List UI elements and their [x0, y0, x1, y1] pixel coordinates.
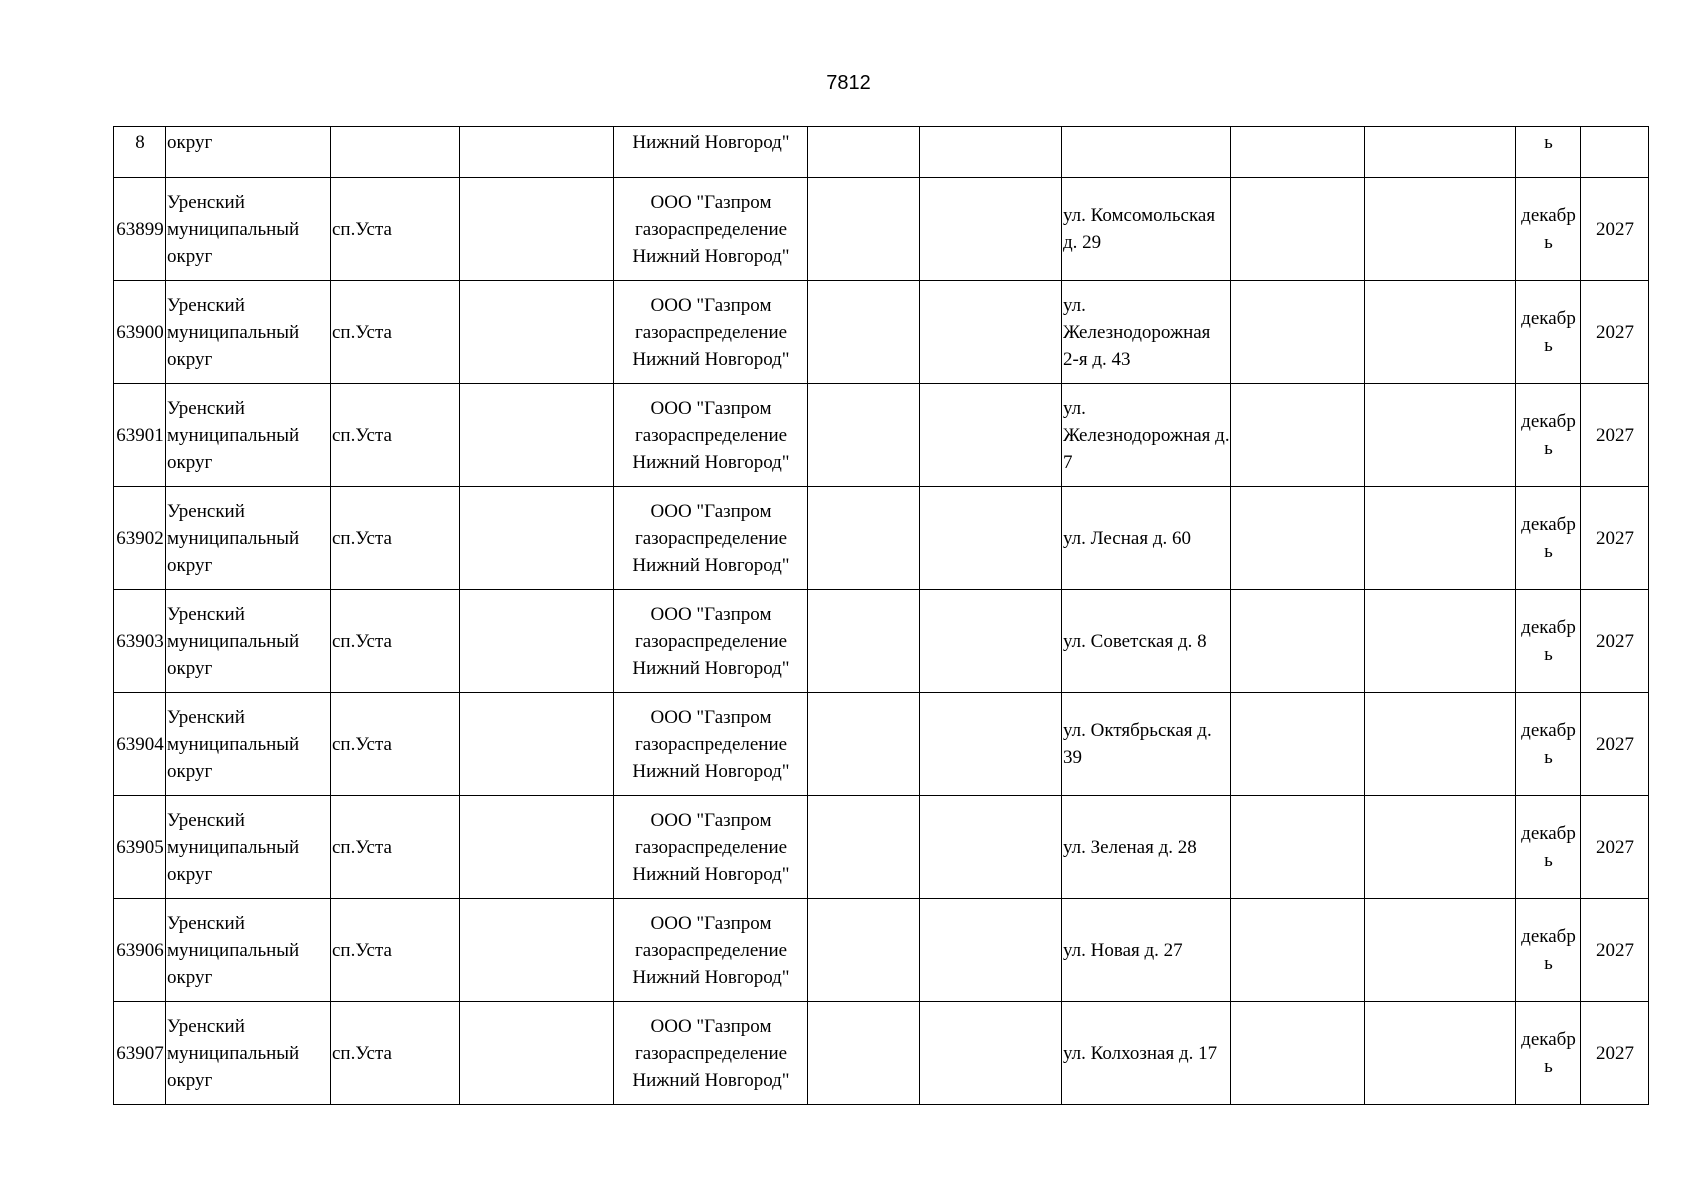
- address-cell: [1062, 127, 1231, 178]
- empty-cell: [920, 590, 1062, 693]
- data-table: [113, 126, 1649, 1105]
- empty-cell: [460, 899, 614, 1002]
- year-cell: 2027: [1581, 487, 1649, 590]
- empty-cell: [1365, 899, 1516, 1002]
- year-cell: 2027: [1581, 178, 1649, 281]
- year-cell: 2027: [1581, 384, 1649, 487]
- empty-cell: [808, 796, 920, 899]
- address-cell: ул. Октябрьская д. 39: [1062, 693, 1231, 796]
- address-cell: ул. Новая д. 27: [1062, 899, 1231, 1002]
- empty-cell: [808, 384, 920, 487]
- address-cell: ул. Комсомольская д. 29: [1062, 178, 1231, 281]
- district-cell: Уренский муниципальный округ: [166, 796, 331, 899]
- row-number-cell: 63902: [114, 487, 166, 590]
- empty-cell: [1365, 384, 1516, 487]
- organization-cell: ООО "Газпром газораспределение Нижний Новгород": [614, 384, 808, 487]
- empty-cell: [808, 281, 920, 384]
- row-number-cell: 63906: [114, 899, 166, 1002]
- month-cell: декабрь: [1516, 281, 1581, 384]
- district-cell: Уренский муниципальный округ: [166, 899, 331, 1002]
- settlement-cell: [331, 127, 460, 178]
- empty-cell: [460, 590, 614, 693]
- empty-cell: [808, 1002, 920, 1105]
- empty-cell: [1231, 127, 1365, 178]
- district-cell: Уренский муниципальный округ: [166, 384, 331, 487]
- empty-cell: [808, 127, 920, 178]
- month-cell: декабрь: [1516, 693, 1581, 796]
- address-cell: ул. Колхозная д. 17: [1062, 1002, 1231, 1105]
- empty-cell: [808, 590, 920, 693]
- empty-cell: [1231, 1002, 1365, 1105]
- empty-cell: [460, 1002, 614, 1105]
- empty-cell: [1365, 281, 1516, 384]
- organization-cell: ООО "Газпром газораспределение Нижний Новгород": [614, 899, 808, 1002]
- year-cell: 2027: [1581, 281, 1649, 384]
- empty-cell: [808, 899, 920, 1002]
- year-cell: 2027: [1581, 899, 1649, 1002]
- table-row: [114, 693, 1649, 796]
- year-cell: [1581, 127, 1649, 178]
- organization-cell: ООО "Газпром газораспределение Нижний Новгород": [614, 281, 808, 384]
- empty-cell: [1365, 1002, 1516, 1105]
- month-cell: декабрь: [1516, 384, 1581, 487]
- empty-cell: [808, 178, 920, 281]
- district-cell: Уренский муниципальный округ: [166, 590, 331, 693]
- empty-cell: [1365, 178, 1516, 281]
- table-row: [114, 899, 1649, 1002]
- table-row: [114, 796, 1649, 899]
- empty-cell: [460, 796, 614, 899]
- row-number-cell: 63903: [114, 590, 166, 693]
- organization-cell: ООО "Газпром газораспределение Нижний Новгород": [614, 178, 808, 281]
- row-number-cell: 8: [114, 127, 166, 178]
- month-cell: декабрь: [1516, 796, 1581, 899]
- year-cell: 2027: [1581, 590, 1649, 693]
- settlement-cell: сп.Уста: [331, 487, 460, 590]
- empty-cell: [920, 796, 1062, 899]
- row-number-cell: 63905: [114, 796, 166, 899]
- organization-cell: ООО "Газпром газораспределение Нижний Новгород": [614, 487, 808, 590]
- empty-cell: [920, 178, 1062, 281]
- empty-cell: [1231, 178, 1365, 281]
- table-row: [114, 590, 1649, 693]
- organization-cell: ООО "Газпром газораспределение Нижний Новгород": [614, 796, 808, 899]
- empty-cell: [1231, 796, 1365, 899]
- address-cell: ул. Зеленая д. 28: [1062, 796, 1231, 899]
- empty-cell: [920, 384, 1062, 487]
- row-number-cell: 63904: [114, 693, 166, 796]
- month-cell: декабрь: [1516, 1002, 1581, 1105]
- row-number-cell: 63900: [114, 281, 166, 384]
- empty-cell: [920, 127, 1062, 178]
- address-cell: ул. Лесная д. 60: [1062, 487, 1231, 590]
- settlement-cell: сп.Уста: [331, 693, 460, 796]
- table-row: [114, 281, 1649, 384]
- empty-cell: [920, 281, 1062, 384]
- empty-cell: [460, 281, 614, 384]
- empty-cell: [1231, 693, 1365, 796]
- month-cell: декабрь: [1516, 487, 1581, 590]
- empty-cell: [1365, 487, 1516, 590]
- district-cell: Уренский муниципальный округ: [166, 281, 331, 384]
- empty-cell: [460, 693, 614, 796]
- empty-cell: [1231, 899, 1365, 1002]
- empty-cell: [920, 899, 1062, 1002]
- empty-cell: [1365, 127, 1516, 178]
- month-cell: декабрь: [1516, 590, 1581, 693]
- year-cell: 2027: [1581, 796, 1649, 899]
- page-number: 7812: [826, 72, 871, 94]
- empty-cell: [1231, 384, 1365, 487]
- month-cell: ь: [1516, 127, 1581, 178]
- empty-cell: [1231, 487, 1365, 590]
- row-number-cell: 63901: [114, 384, 166, 487]
- district-cell: округ: [166, 127, 331, 178]
- empty-cell: [460, 487, 614, 590]
- settlement-cell: сп.Уста: [331, 590, 460, 693]
- empty-cell: [460, 127, 614, 178]
- year-cell: 2027: [1581, 693, 1649, 796]
- table-row: [114, 384, 1649, 487]
- empty-cell: [1365, 590, 1516, 693]
- empty-cell: [460, 178, 614, 281]
- year-cell: 2027: [1581, 1002, 1649, 1105]
- organization-cell: ООО "Газпром газораспределение Нижний Новгород": [614, 1002, 808, 1105]
- district-cell: Уренский муниципальный округ: [166, 1002, 331, 1105]
- empty-cell: [1365, 796, 1516, 899]
- empty-cell: [808, 487, 920, 590]
- district-cell: Уренский муниципальный округ: [166, 178, 331, 281]
- settlement-cell: сп.Уста: [331, 1002, 460, 1105]
- row-number-cell: 63907: [114, 1002, 166, 1105]
- empty-cell: [920, 693, 1062, 796]
- row-number-cell: 63899: [114, 178, 166, 281]
- address-cell: ул. Железнодорожная д. 7: [1062, 384, 1231, 487]
- settlement-cell: сп.Уста: [331, 899, 460, 1002]
- empty-cell: [920, 487, 1062, 590]
- table-row: [114, 178, 1649, 281]
- table-row: [114, 1002, 1649, 1105]
- table-row: [114, 127, 1649, 178]
- organization-cell: ООО "Газпром газораспределение Нижний Новгород": [614, 693, 808, 796]
- settlement-cell: сп.Уста: [331, 281, 460, 384]
- address-cell: ул. Советская д. 8: [1062, 590, 1231, 693]
- settlement-cell: сп.Уста: [331, 178, 460, 281]
- month-cell: декабрь: [1516, 178, 1581, 281]
- table-row: [114, 487, 1649, 590]
- district-cell: Уренский муниципальный округ: [166, 693, 331, 796]
- empty-cell: [1365, 693, 1516, 796]
- empty-cell: [1231, 590, 1365, 693]
- empty-cell: [920, 1002, 1062, 1105]
- address-cell: ул. Железнодорожная 2-я д. 43: [1062, 281, 1231, 384]
- organization-cell: Нижний Новгород": [614, 127, 808, 178]
- month-cell: декабрь: [1516, 899, 1581, 1002]
- settlement-cell: сп.Уста: [331, 796, 460, 899]
- empty-cell: [460, 384, 614, 487]
- empty-cell: [1231, 281, 1365, 384]
- settlement-cell: сп.Уста: [331, 384, 460, 487]
- organization-cell: ООО "Газпром газораспределение Нижний Новгород": [614, 590, 808, 693]
- table-body: [114, 127, 1649, 1105]
- empty-cell: [808, 693, 920, 796]
- district-cell: Уренский муниципальный округ: [166, 487, 331, 590]
